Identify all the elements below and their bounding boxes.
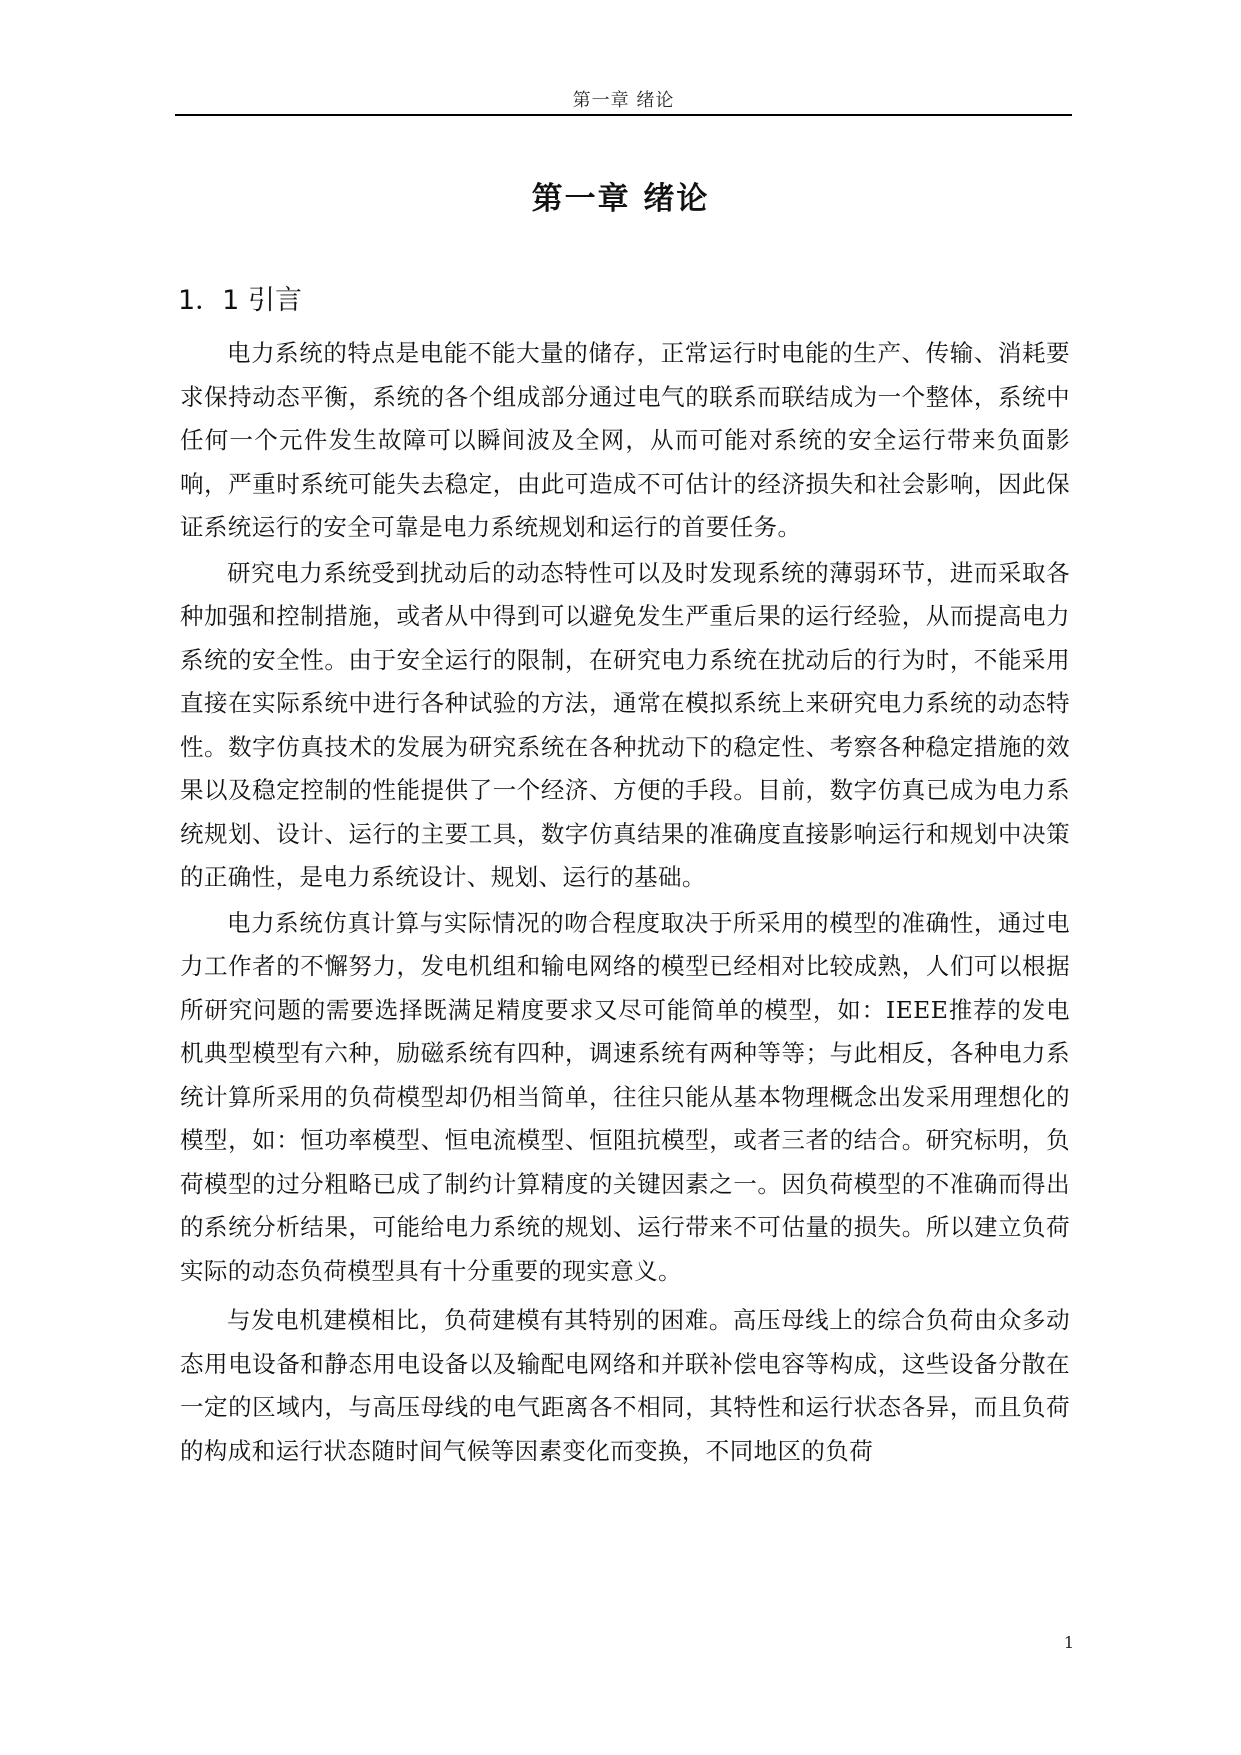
paragraph: 电力系统的特点是电能不能大量的储存，正常运行时电能的生产、传输、消耗要求保持动态平衡，系统的各个组成部分通过电气的联系而联结成为一个整体，系统中任何一个元件发生故障可以瞬间波及全网，从而可能对系统的安全运行带来负面影响，严重时系统可能失去稳定，由此可造成不可估计的经济损失和社会影响，因此保证系统运行的安全可靠是电力系统规划和运行的首要任务。 <box>180 339 1070 541</box>
paragraph: 与发电机建模相比，负荷建模有其特别的困难。高压母线上的综合负荷由众多动态用电设备和静态用电设备以及输配电网络和并联补偿电容等构成，这些设备分散在一定的区域内，与高压母线的电气距离各不相同，其特性和运行状态各异，而且负荷的构成和运行状态随时间气候等因素变化而变换，不同地区的负荷 <box>180 1306 1070 1465</box>
paragraph: 研究电力系统受到扰动后的动态特性可以及时发现系统的薄弱环节，进而采取各种加强和控制措施，或者从中得到可以避免发生严重后果的运行经验，从而提高电力系统的安全性。由于安全运行的限制，在研究电力系统在扰动后的行为时，不能采用直接在实际系统中进行各种试验的方法，通常在模拟系统上来研究电力系统的动态特性。数字仿真技术的发展为研究系统在各种扰动下的稳定性、考察各种稳定措施的效果以及稳定控制的性能提供了一个经济、方便的手段。目前，数字仿真已成为电力系统规划、设计、运行的主要工具，数字仿真结果的准确度直接影响运行和规划中决策的正确性，是电力系统设计、规划、运行的基础。 <box>180 558 1070 891</box>
chapter-title: 第一章 绪论 <box>531 180 710 217</box>
body-text <box>180 332 1070 1475</box>
paragraph: 电力系统仿真计算与实际情况的吻合程度取决于所采用的模型的准确性，通过电力工作者的不懈努力，发电机组和输电网络的模型已经相对比较成熟，人们可以根据所研究问题的需要选择既满足精度要求又尽可能简单的模型，如：IEEE推荐的发电机典型模型有六种，励磁系统有四种，调速系统有两种等等；与此相反，各种电力系统计算所采用的负荷模型却仍相当简单，往往只能从基本物理概念出发采用理想化的模型，如：恒功率模型、恒电流模型、恒阻抗模型，或者三者的结合。研究标明，负荷模型的过分粗略已成了制约计算精度的关键因素之一。因负荷模型的不准确而得出的系统分析结果，可能给电力系统的规划、运行带来不可估量的损失。所以建立负荷实际的动态负荷模型具有十分重要的现实意义。 <box>180 908 1070 1285</box>
header-rule <box>175 114 1072 116</box>
running-header: 第一章 绪论 <box>572 90 675 111</box>
page-number: 1 <box>1063 1633 1074 1652</box>
section-heading: 1．1 引言 <box>178 285 302 317</box>
